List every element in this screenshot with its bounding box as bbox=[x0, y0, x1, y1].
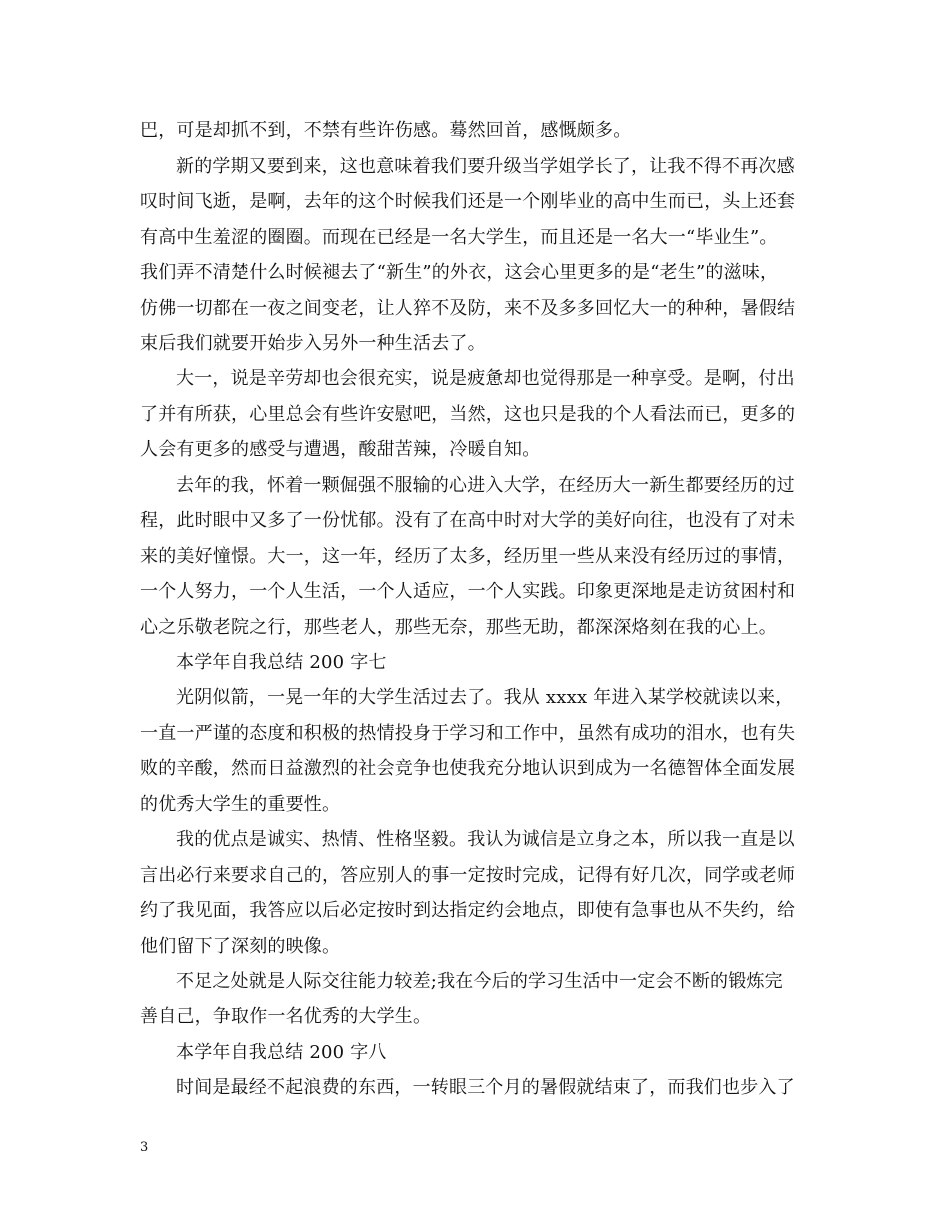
text-line: 了并有所获，心里总会有些许安慰吧，当然，这也只是我的个人看法而已，更多的 bbox=[140, 404, 796, 425]
text-line: 一直一严谨的态度和积极的热情投身于学习和工作中，虽然有成功的泪水，也有失 bbox=[140, 723, 796, 744]
text-line: 大一，说是辛劳却也会很充实，说是疲惫却也觉得那是一种享受。是啊，付出 bbox=[176, 368, 795, 389]
text-line: 时间是最经不起浪费的东西，一转眼三个月的暑假就结束了，而我们也步入了 bbox=[176, 1077, 795, 1098]
text-line: 败的辛酸，然而日益激烈的社会竞争也使我充分地认识到成为一名德智体全面发展 bbox=[140, 758, 796, 779]
text-line: 一个人努力，一个人生活，一个人适应，一个人实践。印象更深地是走访贫困村和 bbox=[140, 581, 796, 602]
text-line: 言出必行来要求自己的，答应别人的事一定按时完成，记得有好几次，同学或老师 bbox=[140, 865, 796, 886]
text-line: 的优秀大学生的重要性。 bbox=[140, 794, 341, 815]
text-line: 不足之处就是人际交往能力较差;我在今后的学习生活中一定会不断的锻炼完 bbox=[176, 971, 783, 992]
text-line: 我的优点是诚实、热情、性格坚毅。我认为诚信是立身之本，所以我一直是以 bbox=[176, 829, 795, 850]
section-heading: 本学年自我总结 200 字八 bbox=[176, 1042, 387, 1063]
text-line: 程，此时眼中又多了一份忧郁。没有了在高中时对大学的美好向往，也没有了对未 bbox=[140, 510, 796, 531]
text-line: 仿佛一切都在一夜之间变老，让人猝不及防，来不及多多回忆大一的种种，暑假结 bbox=[140, 298, 796, 319]
text-line: 我们弄不清楚什么时候褪去了“新生”的外衣，这会心里更多的是“老生”的滋味， bbox=[140, 262, 779, 283]
text-line: 新的学期又要到来，这也意味着我们要升级当学姐学长了，让我不得不再次感 bbox=[176, 156, 795, 177]
text-line: 叹时间飞逝，是啊，去年的这个时候我们还是一个刚毕业的高中生而已，头上还套 bbox=[140, 191, 796, 212]
text-line: 他们留下了深刻的映像。 bbox=[140, 936, 341, 957]
text-line: 约了我见面，我答应以后必定按时到达指定约会地点，即使有急事也从不失约，给 bbox=[140, 900, 796, 921]
text-line: 心之乐敬老院之行，那些老人，那些无奈，那些无助，都深深烙刻在我的心上。 bbox=[140, 617, 777, 638]
text-line: 束后我们就要开始步入另外一种生活去了。 bbox=[140, 333, 486, 354]
text-line: 有高中生羞涩的圈圈。而现在已经是一名大学生，而且还是一名大一“毕业生”。 bbox=[140, 227, 778, 248]
page-number: 3 bbox=[140, 1140, 149, 1155]
text-line: 巴，可是却抓不到，不禁有些许伤感。蓦然回首，感慨颇多。 bbox=[140, 120, 632, 141]
text-line: 善自己，争取作一名优秀的大学生。 bbox=[140, 1006, 432, 1027]
text-line: 人会有更多的感受与遭遇，酸甜苦辣，冷暖自知。 bbox=[140, 439, 541, 460]
text-line: 来的美好憧憬。大一，这一年，经历了太多，经历里一些从来没有经历过的事情， bbox=[140, 546, 796, 567]
text-line: 光阴似箭，一晃一年的大学生活过去了。我从 xxxx 年进入某学校就读以来， bbox=[176, 687, 794, 708]
section-heading: 本学年自我总结 200 字七 bbox=[176, 652, 387, 673]
text-line: 去年的我，怀着一颗倔强不服输的心进入大学，在经历大一新生都要经历的过 bbox=[176, 475, 795, 496]
